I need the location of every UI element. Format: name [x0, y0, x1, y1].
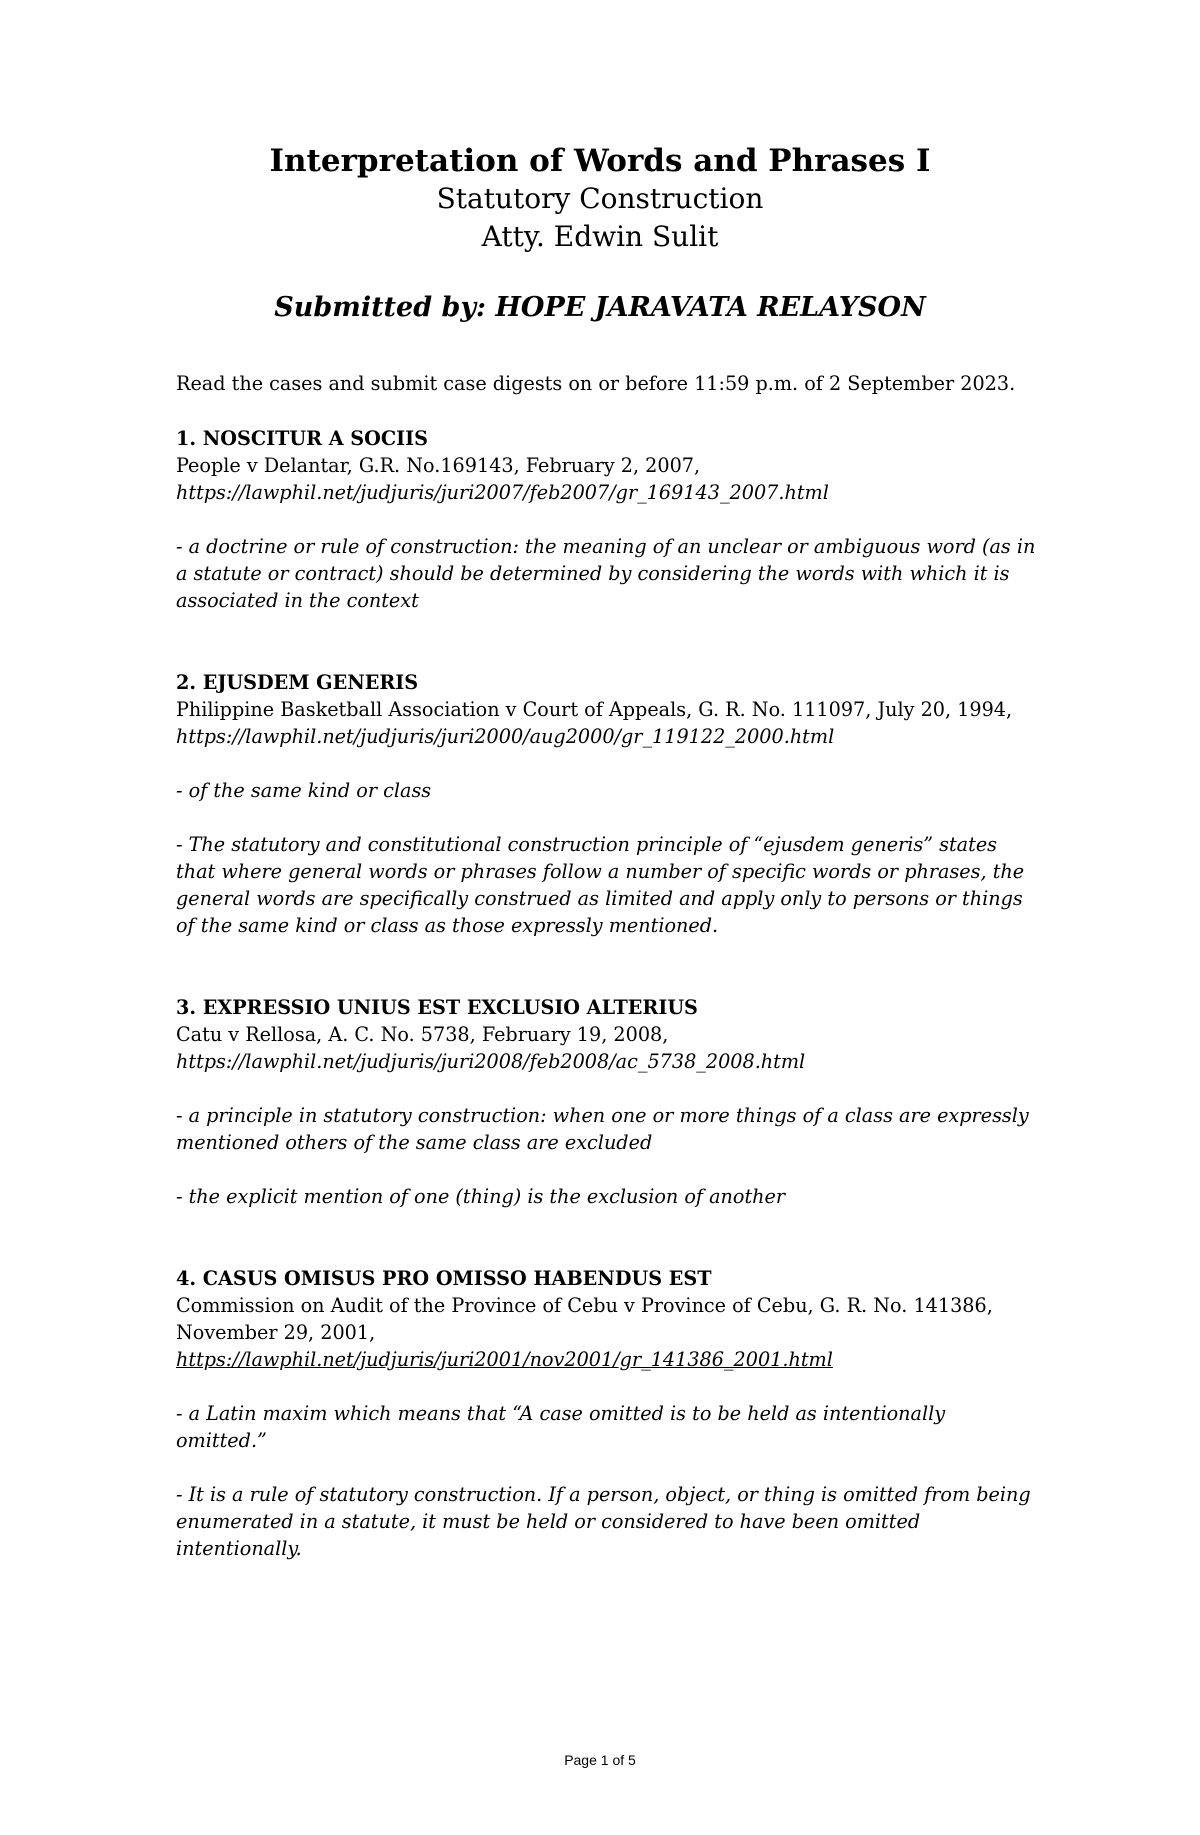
section-heading: 3. EXPRESSIO UNIUS EST EXCLUSIO ALTERIUS [176, 996, 698, 1019]
instructions-text: Read the cases and submit case digests on or before 11:59 p.m. of 2 September 2023. [176, 372, 1016, 395]
case-link[interactable]: https://lawphil.net/judjuris/juri2001/nov2001/gr_141386_2001.html [176, 1348, 833, 1371]
instructor-name: Atty. Edwin Sulit [481, 220, 719, 253]
section-noscitur-a-sociis [176, 425, 1036, 641]
section-casus-omisus [176, 1265, 1036, 1562]
section-note: - The statutory and constitutional construction principle of “ejusdem generis” states that where general words or phrases follow a number of specific words or phrases, the general words are specifically construed as limited and apply only to persons or things of the same kind or class as those expressly mentioned. [176, 833, 1025, 937]
section-note: - a doctrine or rule of construction: the meaning of an unclear or ambiguous word (as in a statute or contract) should be determined by considering the words with which it is associated in the context [176, 535, 1036, 612]
section-note: - a Latin maxim which means that “A case omitted is to be held as intentionally omitted.” [176, 1402, 946, 1452]
case-citation: People v Delantar, G.R. No.169143, February 2, 2007, [176, 454, 701, 477]
document-body [176, 370, 1036, 1590]
document-header [0, 142, 1200, 326]
section-expressio-unius [176, 994, 1036, 1237]
case-link[interactable]: https://lawphil.net/judjuris/juri2000/aug2000/gr_119122_2000.html [176, 725, 835, 748]
case-link[interactable]: https://lawphil.net/judjuris/juri2008/feb2008/ac_5738_2008.html [176, 1050, 806, 1073]
section-heading: 1. NOSCITUR A SOCIIS [176, 427, 428, 450]
section-heading: 4. CASUS OMISUS PRO OMISSO HABENDUS EST [176, 1267, 712, 1290]
course-name: Statutory Construction [436, 182, 764, 215]
section-ejusdem-generis [176, 669, 1036, 966]
section-heading: 2. EJUSDEM GENERIS [176, 671, 419, 694]
section-note: - of the same kind or class [176, 779, 432, 802]
section-note: - a principle in statutory construction: when one or more things of a class are expressly mentioned others of the same class are excluded [176, 1104, 1029, 1154]
case-citation: Catu v Rellosa, A. C. No. 5738, February 19, 2008, [176, 1023, 669, 1046]
case-citation: Commission on Audit of the Province of Cebu v Province of Cebu, G. R. No. 141386, November 29, 2001, [176, 1294, 993, 1344]
case-link[interactable]: https://lawphil.net/judjuris/juri2007/feb2007/gr_169143_2007.html [176, 481, 829, 504]
case-citation: Philippine Basketball Association v Court of Appeals, G. R. No. 111097, July 20, 1994, [176, 698, 1013, 721]
page-number: Page 1 of 5 [564, 1752, 636, 1768]
submitted-by: Submitted by: HOPE JARAVATA RELAYSON [274, 292, 926, 323]
document-title: Interpretation of Words and Phrases I [269, 143, 931, 179]
section-note: - It is a rule of statutory construction. If a person, object, or thing is omitted from being enumerated in a statute, it must be held or considered to have been omitted intentionally. [176, 1483, 1031, 1560]
section-note: - the explicit mention of one (thing) is the exclusion of another [176, 1185, 786, 1208]
